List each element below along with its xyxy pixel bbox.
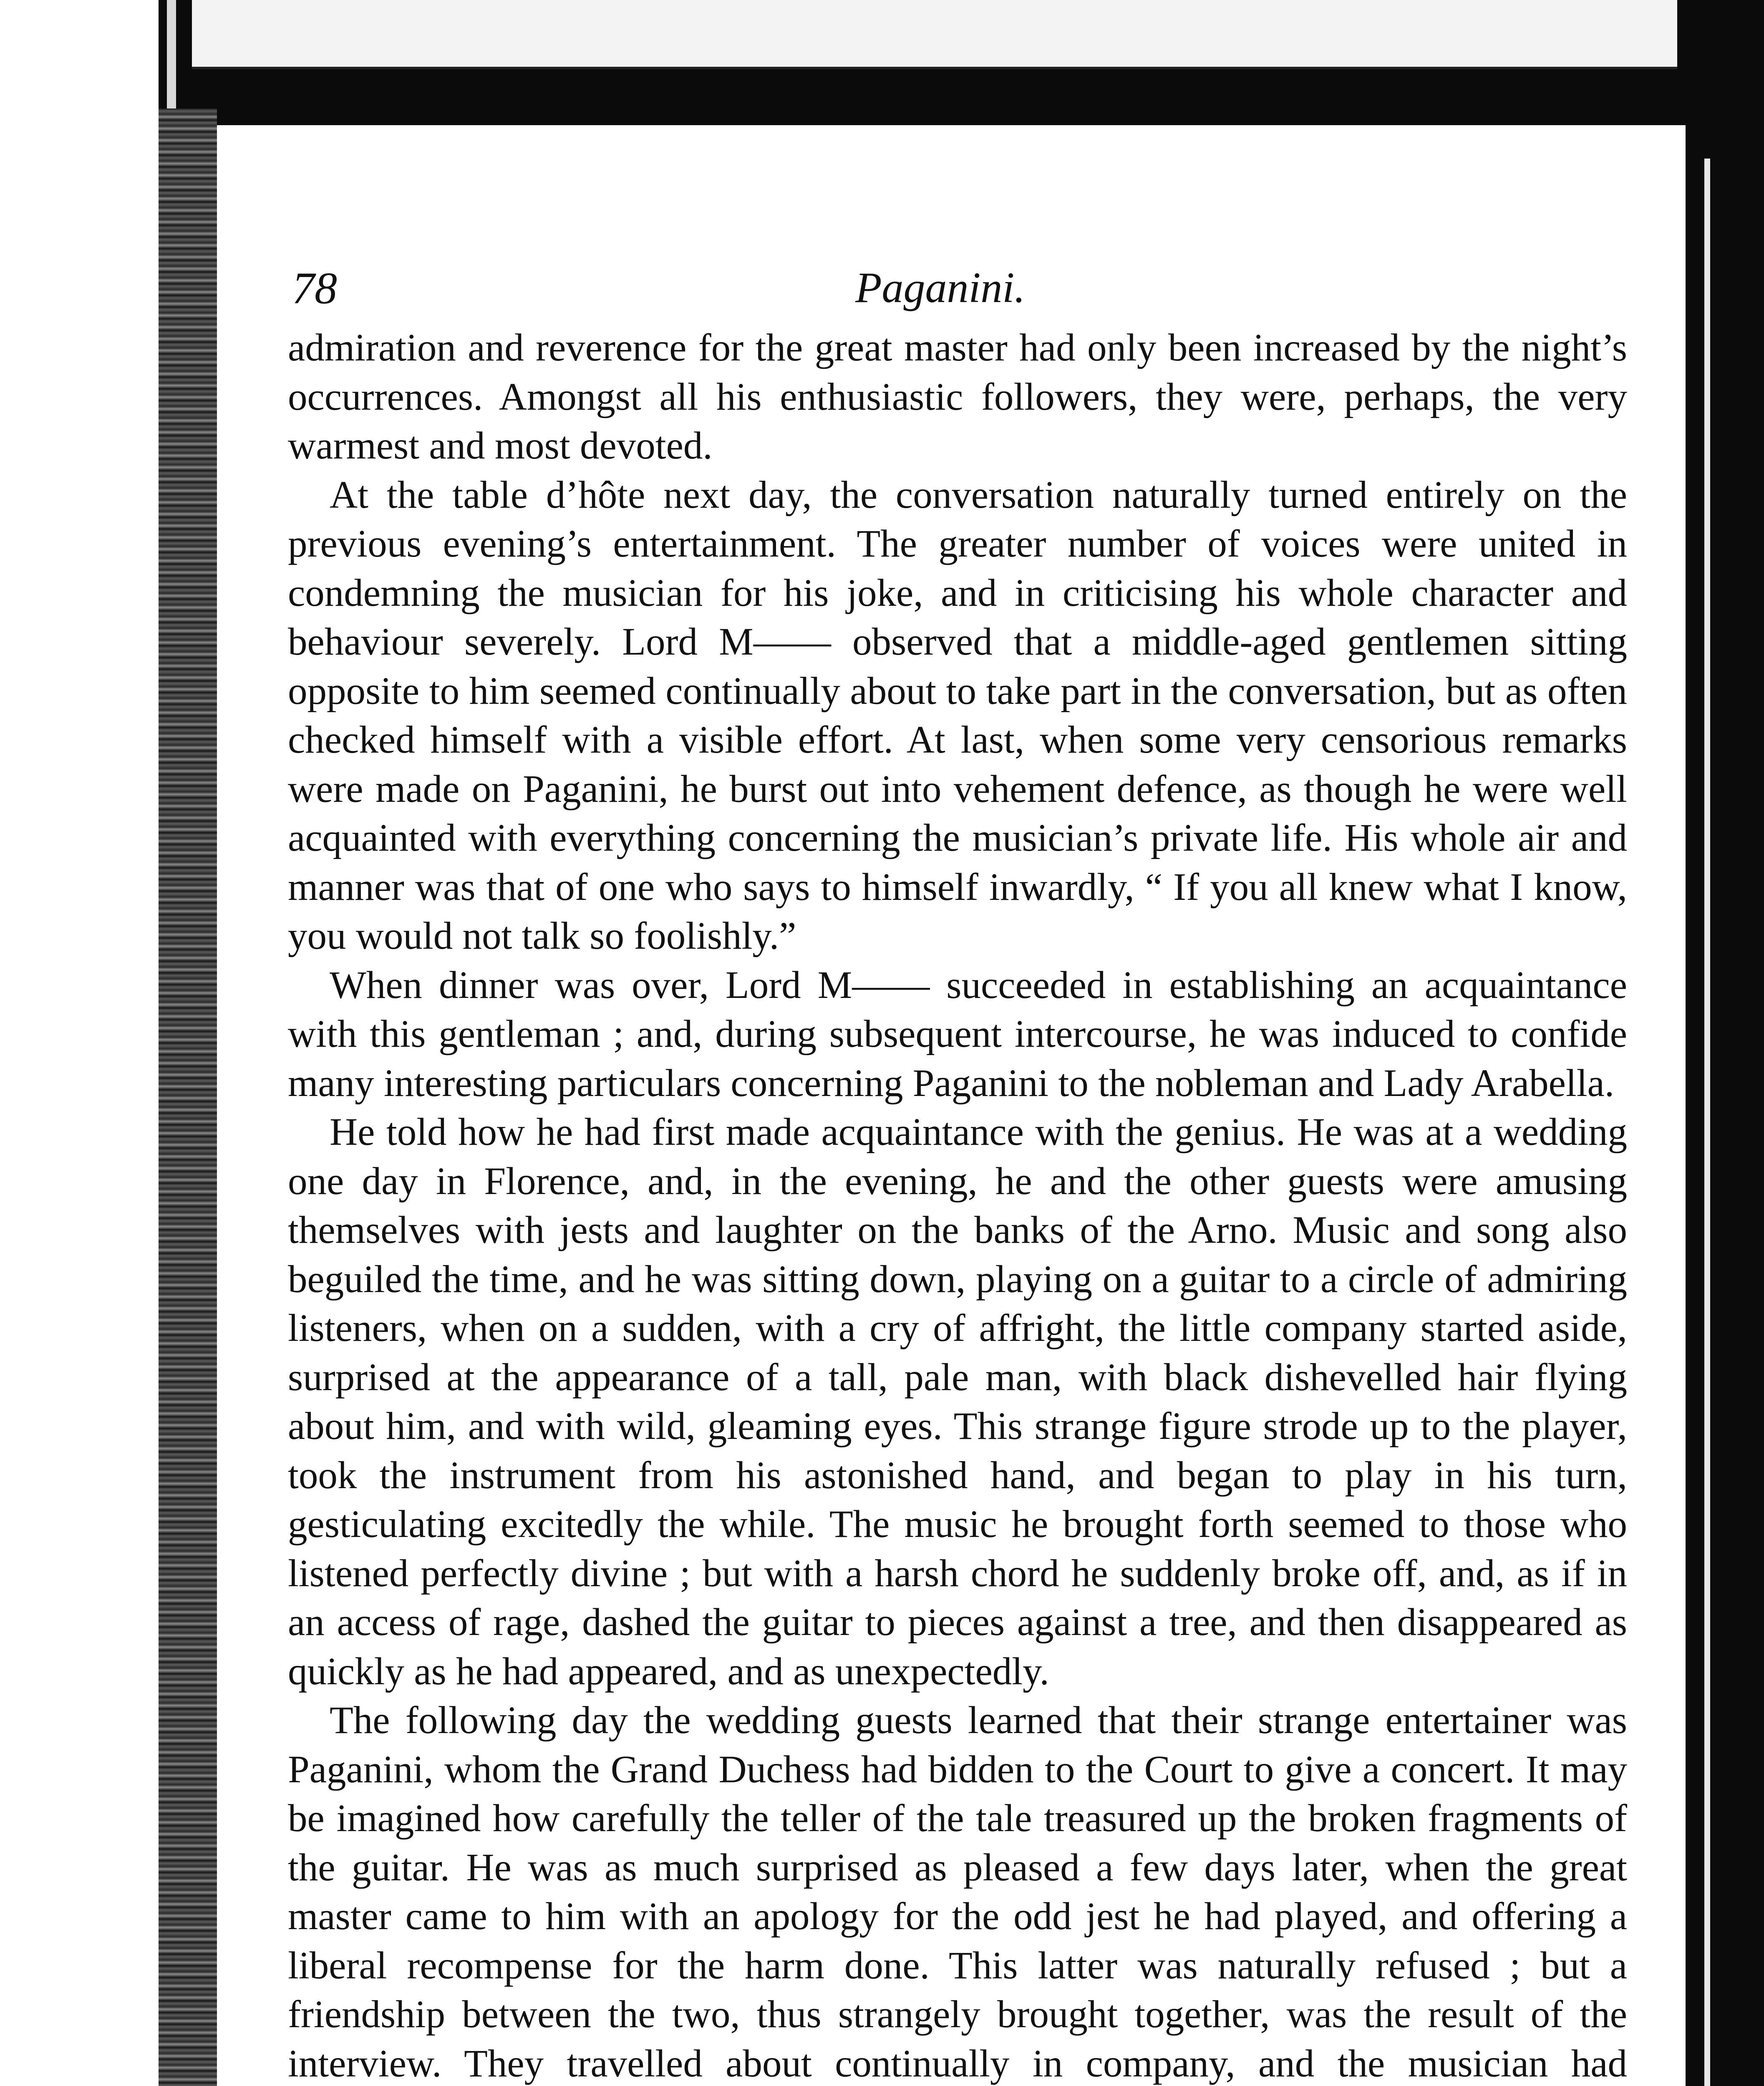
book-binding-edge <box>159 108 217 2086</box>
scanner-right-stripe <box>1704 159 1710 2086</box>
scanner-frame-right <box>1686 0 1764 2086</box>
paragraph: When dinner was over, Lord M—— succeeded in establishing an acquaintance with this gentleman ; and, during subsequent intercourse, he was induced to confide many interesting particulars concerning Paganini to the nobleman and Lady Arabella. <box>288 963 1627 1105</box>
running-title: Paganini. <box>855 264 1026 312</box>
body-text <box>288 323 1627 2086</box>
book-page <box>217 125 1677 2086</box>
running-head <box>292 263 1610 317</box>
paragraph: admiration and reverence for the great master had only been increased by the night’s occurrences. Amongst all his enthusiastic followers, they were, perhaps, the very warmest and most devoted. <box>288 326 1627 467</box>
previous-page-edge <box>192 0 1677 69</box>
paragraph: He told how he had first made acquaintance with the genius. He was at a wedding one day in Florence, and, in the evening, he and the other guests were amusing themselves with jests and laughter on the banks of the Arno. Music and song also beguiled the time, and he was sitting down, playing on a guitar to a circle of admiring listeners, when on a sudden, with a cry of affright, the little company started aside, surprised at the appearance of a tall, pale man, with black dishevelled hair flying about him, and with wild, gleaming eyes. This strange figure strode up to the player, took the instrument from his astonished hand, and began to play in his turn, gesticulating excitedly the while. The music he brought forth seemed to those who listened perfectly divine ; but with a harsh chord he suddenly broke off, and, as if in an access of rage, dashed the guitar to pieces against a tree, and then disappeared as quickly as he had appeared, and as unexpectedly. <box>288 1111 1627 1693</box>
page-number: 78 <box>292 264 337 313</box>
paragraph: The following day the wedding guests learned that their strange entertainer was Paganini, whom the Grand Duchess had bidden to the Court to give a concert. It may be imagined how carefully the teller of the tale treasured up the broken fragments of the guitar. He was as much surprised as pleased a few days later, when the great master came to him with an apology for the odd jest he had played, and offering a liberal recompense for the harm done. This latter was naturally refused ; but a friendship between the two, thus strangely brought together, was the result of the interview. They travelled about continually in company, and the musician had <box>288 1699 1627 2085</box>
paragraph: At the table d’hôte next day, the conversation naturally turned entirely on the previous evening’s entertainment. The greater number of voices were united in condemning the musician for his joke, and in criticising his whole character and behaviour severely. Lord M—— observed that a middle-aged gentlemen sitting opposite to him seemed continually about to take part in the conversation, but as often checked himself with a visible effort. At last, when some very censorious remarks were made on Paganini, he burst out into vehement defence, as though he were well acquainted with everything concerning the musician’s private life. His whole air and manner was that of one who says to himself inwardly, “ If you all knew what I know, you would not talk so foolishly.” <box>288 473 1627 957</box>
